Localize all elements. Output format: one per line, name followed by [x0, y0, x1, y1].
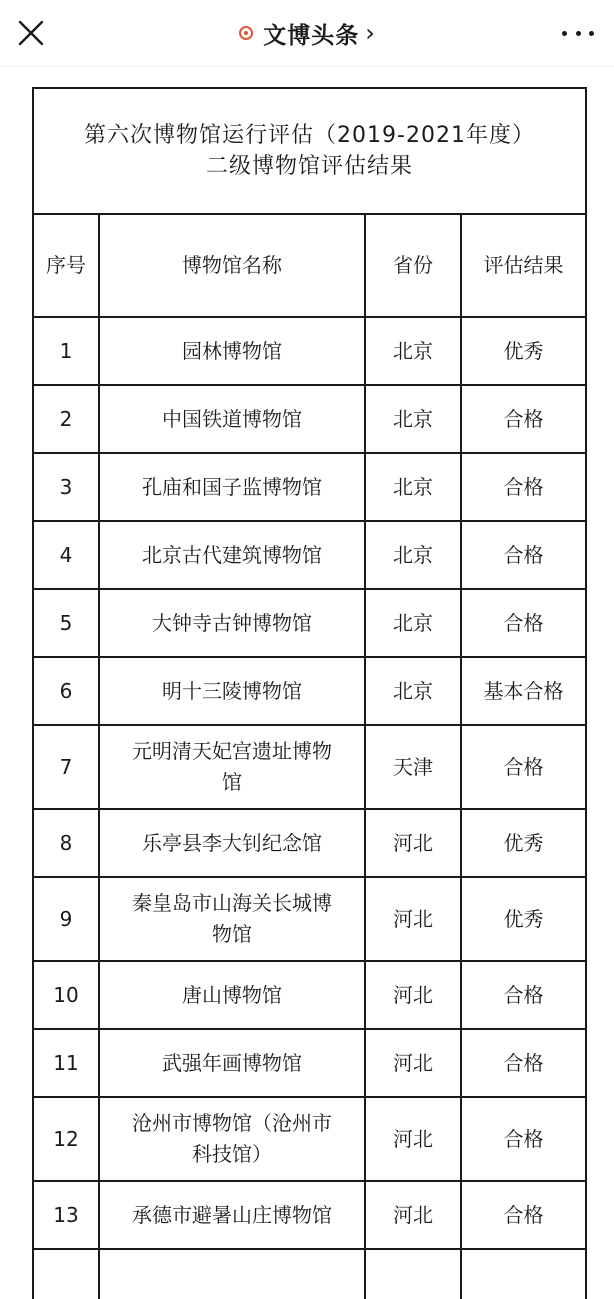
cell-result: 合格 — [461, 1097, 586, 1181]
table-row — [33, 1249, 586, 1299]
cell-province: 河北 — [365, 877, 461, 961]
cell-province: 北京 — [365, 521, 461, 589]
cell-no: 11 — [33, 1029, 99, 1097]
cell-no: 10 — [33, 961, 99, 1029]
cell-no: 5 — [33, 589, 99, 657]
cell-name: 园林博物馆 — [99, 317, 365, 385]
cell-province: 北京 — [365, 385, 461, 453]
cell-result: 优秀 — [461, 809, 586, 877]
cell-name: 武强年画博物馆 — [99, 1029, 365, 1097]
table-title-line2: 二级博物馆评估结果 — [205, 154, 413, 179]
cell-name — [99, 1249, 365, 1299]
cell-name: 明十三陵博物馆 — [99, 657, 365, 725]
cell-name — [99, 1097, 365, 1181]
table-row — [33, 453, 586, 521]
cell-province: 河北 — [365, 1097, 461, 1181]
account-title-link[interactable] — [0, 16, 614, 50]
cell-name: 孔庙和国子监博物馆 — [99, 453, 365, 521]
table-row — [33, 725, 586, 809]
table-row — [33, 657, 586, 725]
cell-name: 承德市避暑山庄博物馆 — [99, 1181, 365, 1249]
cell-no: 6 — [33, 657, 99, 725]
cell-no — [33, 1249, 99, 1299]
cell-name: 唐山博物馆 — [99, 961, 365, 1029]
header-name: 博物馆名称 — [99, 214, 365, 317]
cell-no: 4 — [33, 521, 99, 589]
cell-province: 河北 — [365, 961, 461, 1029]
cell-name: 中国铁道博物馆 — [99, 385, 365, 453]
cell-province: 北京 — [365, 317, 461, 385]
cell-name-line2: 物馆 — [212, 922, 252, 946]
cell-province: 河北 — [365, 809, 461, 877]
cell-result: 优秀 — [461, 317, 586, 385]
table-row — [33, 1097, 586, 1181]
table-row — [33, 521, 586, 589]
table-row — [33, 385, 586, 453]
account-title: 文博头条 — [263, 22, 360, 49]
cell-province: 天津 — [365, 725, 461, 809]
cell-province: 河北 — [365, 1181, 461, 1249]
cell-province: 河北 — [365, 1029, 461, 1097]
cell-name-line2: 科技馆） — [192, 1142, 272, 1166]
cell-province: 北京 — [365, 657, 461, 725]
cell-name-line1: 沧州市博物馆（沧州市 — [132, 1111, 332, 1135]
cell-result: 合格 — [461, 385, 586, 453]
cell-name: 北京古代建筑博物馆 — [99, 521, 365, 589]
cell-no: 9 — [33, 877, 99, 961]
more-dot — [589, 31, 594, 36]
cell-result: 合格 — [461, 1029, 586, 1097]
table-row — [33, 1029, 586, 1097]
header-result: 评估结果 — [461, 214, 586, 317]
cell-name-line1: 秦皇岛市山海关长城博 — [132, 891, 332, 915]
more-dot — [576, 31, 581, 36]
header-province: 省份 — [365, 214, 461, 317]
cell-result: 合格 — [461, 521, 586, 589]
evaluation-table — [32, 87, 587, 1299]
cell-name: 大钟寺古钟博物馆 — [99, 589, 365, 657]
cell-result: 优秀 — [461, 877, 586, 961]
cell-no: 2 — [33, 385, 99, 453]
cell-result: 合格 — [461, 961, 586, 1029]
cell-result: 合格 — [461, 589, 586, 657]
table-row — [33, 317, 586, 385]
cell-province: 北京 — [365, 453, 461, 521]
table-header-row — [33, 214, 586, 317]
cell-no: 7 — [33, 725, 99, 809]
cell-result: 合格 — [461, 453, 586, 521]
table-row — [33, 589, 586, 657]
cell-result: 合格 — [461, 725, 586, 809]
cell-name-line1: 元明清天妃宫遗址博物 — [132, 739, 332, 763]
cell-province: 北京 — [365, 589, 461, 657]
cell-province — [365, 1249, 461, 1299]
top-bar — [0, 0, 614, 67]
chevron-right-icon: › — [365, 19, 375, 47]
cell-name — [99, 725, 365, 809]
table-row — [33, 1181, 586, 1249]
cell-no: 8 — [33, 809, 99, 877]
cell-name: 乐亭县李大钊纪念馆 — [99, 809, 365, 877]
table-row — [33, 877, 586, 961]
cell-result — [461, 1249, 586, 1299]
more-button[interactable] — [562, 20, 594, 46]
table-row — [33, 809, 586, 877]
table-row — [33, 961, 586, 1029]
cell-no: 1 — [33, 317, 99, 385]
cell-result: 基本合格 — [461, 657, 586, 725]
table-title — [33, 88, 586, 214]
cell-no: 3 — [33, 453, 99, 521]
circle-dot-icon — [239, 26, 253, 40]
cell-name-line2: 馆 — [222, 770, 242, 794]
cell-no: 13 — [33, 1181, 99, 1249]
header-no: 序号 — [33, 214, 99, 317]
table-title-line1: 第六次博物馆运行评估（2019-2021年度） — [84, 123, 535, 148]
cell-no: 12 — [33, 1097, 99, 1181]
cell-result: 合格 — [461, 1181, 586, 1249]
more-dot — [562, 31, 567, 36]
cell-name — [99, 877, 365, 961]
article-content[interactable] — [0, 67, 614, 1299]
